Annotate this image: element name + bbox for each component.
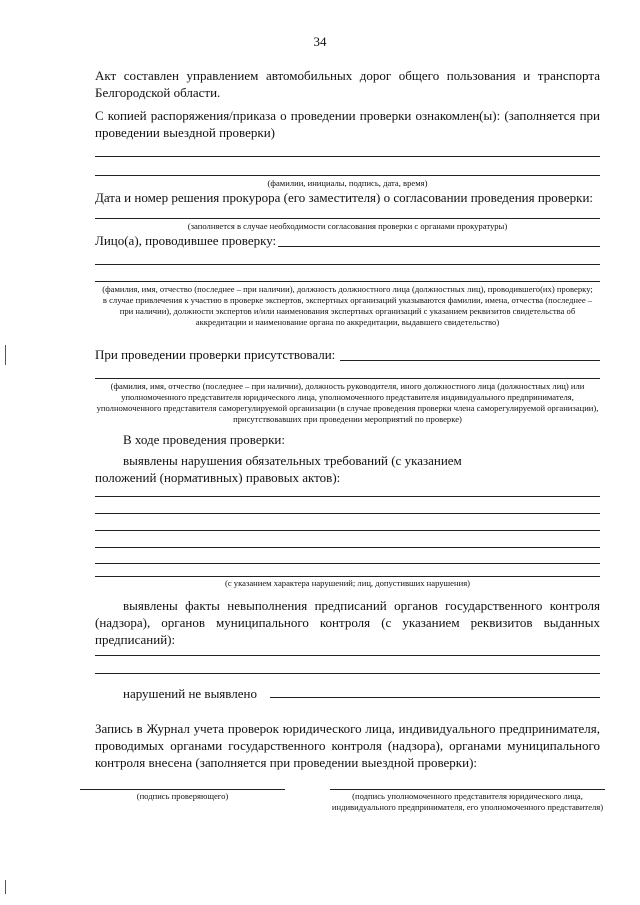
fill-line-person-2 — [95, 264, 600, 265]
caption-sign-inspector: (подпись проверяющего) — [136, 791, 229, 801]
fill-line-violations-5 — [95, 563, 600, 564]
fill-line-violations-4 — [95, 547, 600, 548]
fill-line-prosecutor — [95, 218, 600, 219]
fill-line-violations-3 — [95, 530, 600, 531]
caption-present: (фамилия, имя, отчество (последнее – при наличии), должность руководителя, иного должностного лица (должностных лиц) или уполномоченного представителя юридического лица, уполномоченного представителя индивидуального предпринимателя, уполномоченного представителя саморегулируемой организации (в случае проведения проверки члена саморегулируемой организации), присутствовавших при проведении мероприятий по проверке) — [96, 381, 599, 424]
fill-line-facts-2 — [95, 673, 600, 674]
fill-line-present-inline — [340, 360, 600, 361]
fill-line-violations-2 — [95, 513, 600, 514]
fill-line-person-3 — [95, 281, 600, 282]
caption-prosecutor: (заполняется в случае необходимости согласования проверки с органами прокуратуры) — [187, 221, 508, 231]
caption-person: (фамилия, имя, отчество (последнее – при наличии), должность должностного лица (должностных лиц), проводившего(их) проверку; в случае привлечения к участию в проверке экспертов, экспертных организаций указываются фамилии, имена, отчества (последнее – при наличии), должности экспертов и/или наименования экспертных организаций с указанием реквизитов свидетельства об аккредитации и наименование органа по аккредитации, выдавшего свидетельство) — [102, 284, 593, 327]
signature-line-representative — [330, 789, 605, 790]
fill-line-person-inline — [278, 246, 600, 247]
caption-names: (фамилии, инициалы, подпись, дата, время) — [267, 178, 428, 188]
fill-line-violations-1 — [95, 496, 600, 497]
paragraph-inspector-person: Лицо(а), проводившее проверку: — [95, 233, 277, 248]
caption-sign-representative: (подпись уполномоченного представителя юридического лица, индивидуального предпринимателя, его уполномоченного представителя) — [331, 791, 604, 812]
paragraph-copy-acknowledged: С копией распоряжения/приказа о проведении проверки ознакомлен(ы): (заполняется при проведении выездной проверки) — [95, 108, 600, 140]
paragraph-journal-record: Запись в Журнал учета проверок юридического лица, индивидуального предпринимателя, проводимых органами государственного контроля (надзора), органами муниципального контроля внесена (заполняется при проведении выездной проверки): — [95, 721, 600, 770]
fill-line-violations-6 — [95, 576, 600, 577]
signature-line-inspector — [80, 789, 285, 790]
fill-line-facts-1 — [95, 655, 600, 656]
paragraph-violations: выявлены нарушения обязательных требований (с указанием положений (нормативных) правовых актов): — [95, 453, 462, 485]
paragraph-no-violations: нарушений не выявлено — [123, 686, 257, 701]
paragraph-during-inspection: В ходе проведения проверки: — [123, 432, 286, 447]
fill-line-present-2 — [95, 378, 600, 379]
paragraph-prosecutor-decision: Дата и номер решения прокурора (его заместителя) о согласовании проведения проверки: — [95, 190, 594, 205]
fill-line-acknowledged-1 — [95, 156, 600, 157]
fill-line-acknowledged-2 — [95, 175, 600, 176]
paragraph-facts-nonfulfillment: выявлены факты невыполнения предписаний органов государственного контроля (надзора), органов муниципального контроля (с указанием реквизитов выданных предписаний): — [95, 598, 600, 647]
paragraph-present: При проведении проверки присутствовали: — [95, 347, 336, 362]
page-number: 34 — [313, 34, 327, 49]
paragraph-act-author: Акт составлен управлением автомобильных дорог общего пользования и транспорта Белгородской области. — [95, 68, 600, 100]
fill-line-no-violations — [270, 697, 600, 698]
scan-margin-mark — [5, 345, 6, 365]
caption-violations: (с указанием характера нарушений; лиц, допустивших нарушения) — [224, 578, 471, 588]
scan-margin-mark-bottom — [5, 880, 6, 894]
